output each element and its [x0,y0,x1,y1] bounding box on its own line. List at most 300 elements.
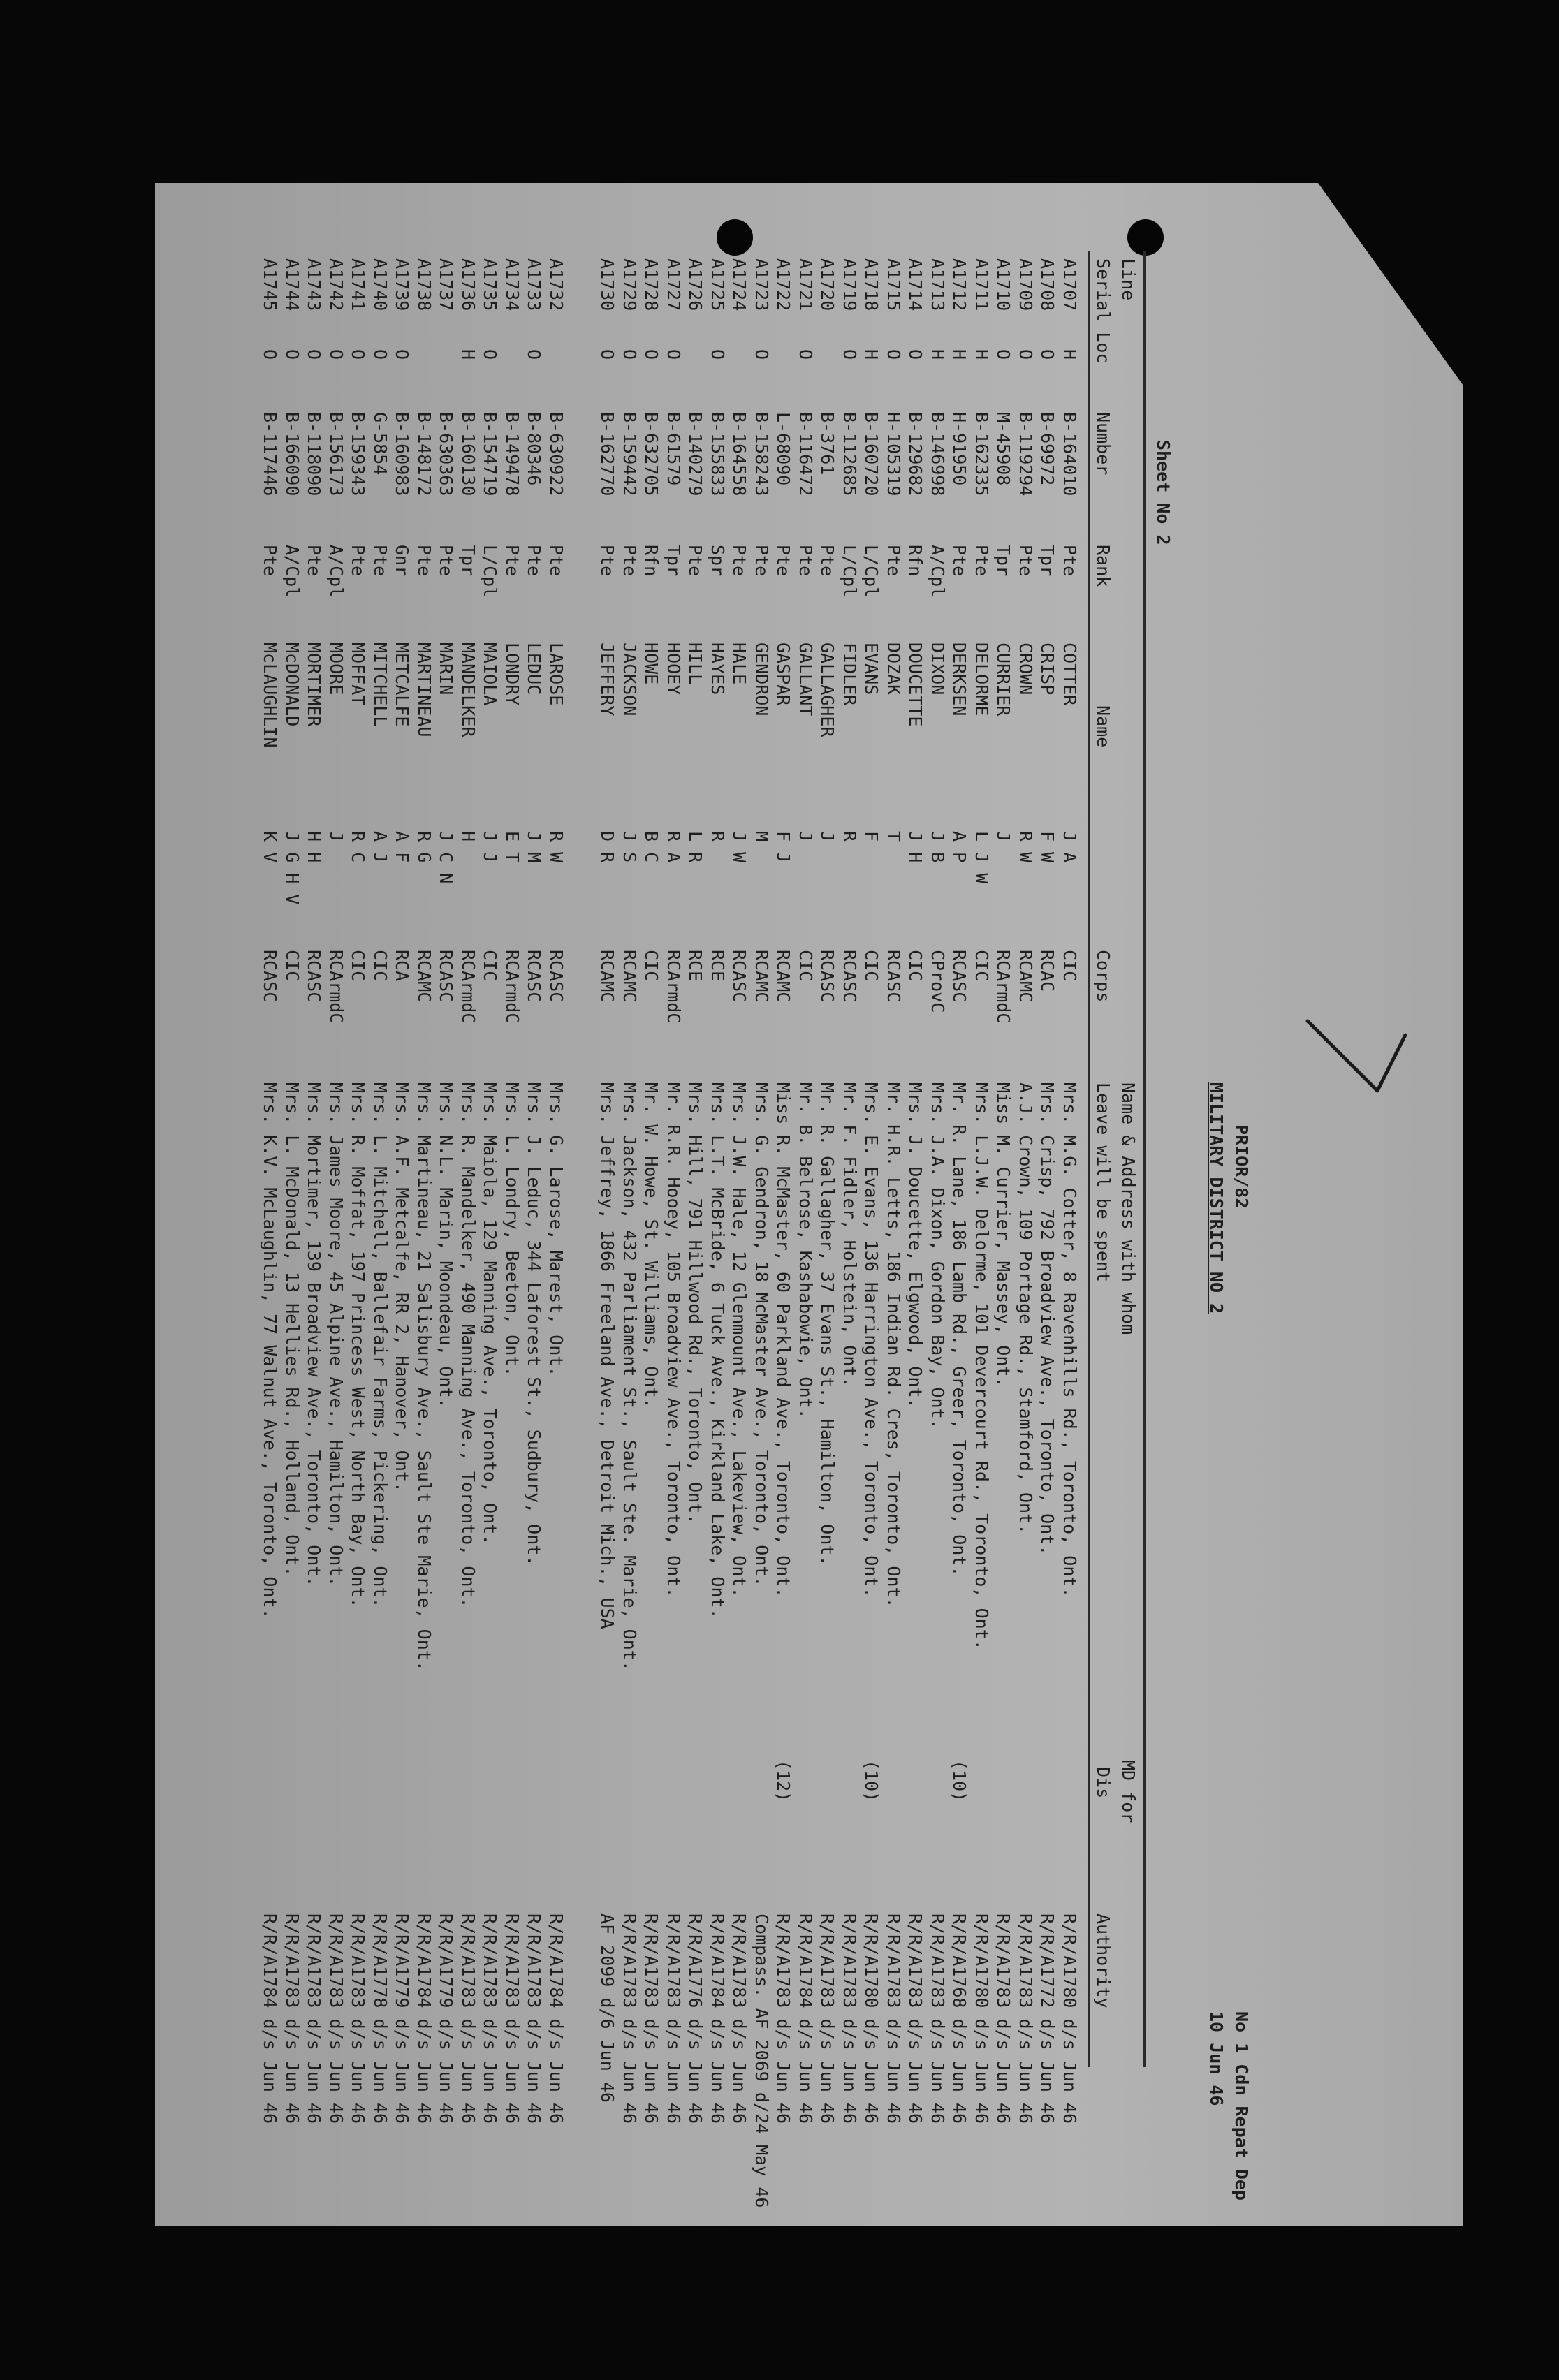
name-cell: HILL [685,642,706,685]
initials-cell: R C [348,831,369,863]
authority-cell: R/R/A1783 d/s Jun 46 [282,1913,302,2124]
serial-cell: A1742 [326,258,346,311]
number-cell: B-164558 [729,412,750,497]
name-cell: CURRIER [993,642,1014,717]
address-cell: Mrs. Jackson, 432 Parliament St., Sault Ste. Marie, Ont. [620,1082,640,1671]
authority-cell: Compass. AF 2069 d/24 May 46 [752,1913,772,2208]
authority-cell: R/R/A1783 d/s Jun 46 [817,1913,838,2124]
authority-cell: R/R/A1783 d/s Jun 46 [664,1913,684,2124]
loc-cell: O [282,349,302,360]
name-cell: MARIN [436,642,457,696]
corps-cell: RCAMC [1016,950,1036,1003]
address-cell: Mrs. Crisp, 792 Broadview Ave., Toronto, Ont. [1037,1082,1058,1556]
address-cell: Mrs. J. Leduc, 344 Laforest St., Sudbury, Ont. [524,1082,545,1566]
table-row [949,251,970,2124]
md-cell: (12) [773,1760,794,1802]
table-row [685,251,706,2124]
initials-cell: J G H V [282,831,302,905]
number-cell: G-5854 [370,412,390,476]
number-cell: B-146998 [928,412,948,497]
name-cell: FIDLER [840,642,860,706]
initials-cell: R W [546,831,566,863]
rank-cell: Pte [620,545,640,577]
corps-cell: RCASC [949,950,970,1003]
serial-cell: A1733 [524,258,545,311]
rank-cell: Pte [260,545,281,577]
corps-cell: RCASC [729,950,750,1003]
number-cell: B-149478 [502,412,522,497]
rank-cell: Pte [685,545,706,577]
table-row [972,251,992,2124]
authority-cell: R/R/A1784 d/s Jun 46 [708,1913,728,2124]
corps-cell: CIC [348,950,369,982]
number-cell: B-630922 [546,412,566,497]
authority-cell: R/R/A1780 d/s Jun 46 [861,1913,882,2124]
loc-cell: O [348,349,369,360]
rank-cell: Pte [729,545,750,577]
rank-cell: Pte [1060,545,1080,577]
number-cell: B-154719 [480,412,501,497]
address-cell: Mrs. Martineau, 21 Salisbury Ave., Sault Ste Marie, Ont. [414,1082,434,1671]
rank-cell: Pte [546,545,566,577]
table-row [773,251,794,2124]
corps-cell: RCASC [304,950,325,1003]
number-cell: B-160130 [458,412,478,497]
table-row [752,251,772,2208]
name-cell: MOFFAT [348,642,369,706]
authority-cell: R/R/A1772 d/s Jun 46 [1037,1913,1058,2124]
serial-cell: A1730 [597,258,618,311]
serial-cell: A1741 [348,258,369,311]
rank-cell: L/Cpl [861,545,882,598]
table-row [524,251,545,2124]
loc-cell: O [796,349,816,360]
serial-cell: A1738 [414,258,434,311]
table-row [458,251,478,2124]
rank-cell: L/Cpl [480,545,501,598]
number-cell: B-164010 [1060,412,1080,497]
authority-cell: R/R/A1780 d/s Jun 46 [1060,1913,1080,2124]
rank-cell: Gnr [392,545,413,577]
initials-cell: J [993,831,1014,842]
initials-cell: F J [773,831,794,863]
serial-cell: A1709 [1016,258,1036,311]
address-cell: Mrs. L.J.W. Delorme, 101 Devercourt Rd., Toronto, Ont. [972,1082,992,1650]
authority-cell: R/R/A1784 d/s Jun 46 [546,1913,566,2124]
loc-cell: O [597,349,618,360]
name-cell: LEDUC [524,642,545,696]
initials-cell: J C N [436,831,457,884]
number-cell: B-140279 [685,412,706,497]
name-cell: HAYES [708,642,728,696]
initials-cell: T [884,831,904,842]
address-cell: Mrs. L. McDonald, 13 Hellies Rd., Holland, Ont. [282,1082,302,1577]
serial-cell: A1711 [972,258,992,311]
rank-cell: Pte [502,545,522,577]
name-cell: McLAUGHLIN [260,642,281,748]
address-cell: Mrs. J. Doucette, Elgwood, Ont. [905,1082,926,1409]
name-cell: DOUCETTE [905,642,926,727]
authority-cell: R/R/A1783 d/s Jun 46 [480,1913,501,2124]
name-cell: MAIOLA [480,642,501,706]
serial-cell: A1718 [861,258,882,311]
address-cell: Mrs. G. Larose, Marest, Ont. [546,1082,566,1377]
table-row [1016,251,1036,2124]
address-cell: Mrs. James Moore, 45 Alpine Ave., Hamilton, Ont. [326,1082,346,1587]
number-cell: H-91950 [949,412,970,486]
number-cell: B-69972 [1037,412,1058,486]
serial-cell: A1734 [502,258,522,311]
rank-cell: Tpr [1037,545,1058,577]
initials-cell: J A [1060,831,1080,863]
number-cell: B-156173 [326,412,346,497]
name-cell: JEFFERY [597,642,618,717]
authority-cell: AF 2099 d/6 Jun 46 [597,1913,618,2103]
table-row [993,251,1014,2124]
table-row [1037,251,1058,2124]
name-cell: HOOEY [664,642,684,696]
serial-cell: A1729 [620,258,640,311]
address-cell: Mrs. A.F. Metcalfe, RR 2, Hanover, Ont. [392,1082,413,1492]
col-header-address-top: Name & Address with whom [1118,1082,1139,1335]
col-header-serial: Serial Loc [1093,258,1113,364]
md-cell: (10) [949,1760,970,1802]
loc-cell: O [664,349,684,360]
number-cell: H-105319 [884,412,904,497]
corps-cell: RCArmdC [458,950,478,1024]
name-cell: HOWE [641,642,662,685]
address-cell: Mrs. K.V. McLaughlin, 77 Walnut Ave., Toronto, Ont. [260,1082,281,1619]
address-cell: Mrs. R. Mandelker, 490 Manning Ave., Toronto, Ont. [458,1082,478,1608]
rank-cell: Pte [949,545,970,577]
address-cell: Mrs. Mortimer, 139 Broadview Ave., Toronto, Ont. [304,1082,325,1587]
name-cell: GENDRON [752,642,772,717]
serial-cell: A1722 [773,258,794,311]
serial-cell: A1713 [928,258,948,311]
authority-cell: R/R/A1779 d/s Jun 46 [392,1913,413,2124]
table-row [546,251,566,2124]
number-cell: M-45908 [993,412,1014,486]
table-row [480,251,501,2124]
loc-cell: O [1016,349,1036,360]
name-cell: JACKSON [620,642,640,717]
rank-cell: Pte [752,545,772,577]
rank-cell: Pte [796,545,816,577]
address-cell: Mrs. N.L. Marin, Moondeau, Ont. [436,1082,457,1409]
number-cell: B-3761 [817,412,838,476]
name-cell: DOZAK [884,642,904,696]
corps-cell: CIC [796,950,816,982]
loc-cell: H [928,349,948,360]
loc-cell: O [260,349,281,360]
rank-cell: Pte [304,545,325,577]
district-title: MILITARY DISTRICT NO 2 [1206,1082,1227,1314]
loc-cell: O [993,349,1014,360]
address-cell: Mrs. Hill, 791 Hillwood Rd., Toronto, Ont. [685,1082,706,1525]
table-row [370,251,390,2124]
authority-cell: R/R/A1783 d/s Jun 46 [304,1913,325,2124]
col-header-line: Line [1118,258,1139,301]
address-cell: Mr. F. Fidler, Holstein, Ont. [840,1082,860,1388]
corps-cell: RCASC [260,950,281,1003]
serial-cell: A1724 [729,258,750,311]
rank-cell: Rfn [641,545,662,577]
address-cell: Mrs. L. Mitchell, Ballefair Farms, Pickering, Ont. [370,1082,390,1608]
number-cell: B-162335 [972,412,992,497]
corps-cell: RCASC [546,950,566,1003]
address-cell: Mr. R. Lane, 186 Lamb Rd., Greer, Toronto, Ont. [949,1082,970,1577]
number-cell: B-632705 [641,412,662,497]
initials-cell: J H [905,831,926,863]
rotated-ledger [91,251,1252,2208]
col-header-number: Number [1093,412,1113,476]
rank-cell: Pte [1016,545,1036,577]
initials-cell: A P [949,831,970,863]
serial-cell: A1726 [685,258,706,311]
md-cell: (10) [861,1760,882,1802]
initials-cell: H [458,831,478,842]
authority-cell: R/R/A1783 d/s Jun 46 [884,1913,904,2124]
loc-cell: O [370,349,390,360]
name-cell: GASPAR [773,642,794,706]
rank-cell: A/Cpl [326,545,346,598]
col-header-address: Leave will be spent [1093,1082,1113,1282]
table-row [708,251,728,2124]
corps-cell: RCAMC [620,950,640,1003]
loc-cell: O [620,349,640,360]
col-header-corps: Corps [1093,950,1113,1003]
number-cell: L-68090 [773,412,794,486]
serial-cell: A1735 [480,258,501,311]
authority-cell: R/R/A1783 d/s Jun 46 [840,1913,860,2124]
address-cell: Mr. W. Howe, St. Williams, Ont. [641,1082,662,1409]
punch-hole [717,219,753,256]
table-row [861,251,882,2124]
rank-cell: Pte [597,545,618,577]
address-cell: Mr. R. Gallagher, 37 Evans St., Hamilton, Ont. [817,1082,838,1566]
table-row [729,251,750,2124]
loc-cell: H [458,349,478,360]
table-row [796,251,816,2124]
corps-cell: RCASC [524,950,545,1003]
name-cell: LONDRY [502,642,522,706]
corps-cell: CIC [480,950,501,982]
loc-cell: O [326,349,346,360]
initials-cell: M [752,831,772,842]
authority-cell: R/R/A1783 d/s Jun 46 [993,1913,1014,2124]
table-row [905,251,926,2124]
address-cell: Miss M. Currier, Massey, Ont. [993,1082,1014,1388]
serial-cell: A1727 [664,258,684,311]
address-cell: Mrs. J.W. Hale, 12 Glenmount Ave., Lakeview, Ont. [729,1082,750,1598]
header-rule-bottom [1088,251,1090,2067]
unit-name: No 1 Cdn Repat Dep [1231,2011,1252,2201]
name-cell: MORTIMER [304,642,325,727]
corps-cell: RCA [392,950,413,982]
table-row [414,251,434,2124]
rank-cell: Pte [414,545,434,577]
initials-cell: A F [392,831,413,863]
corps-cell: RCAMC [414,950,434,1003]
rank-cell: Tpr [993,545,1014,577]
table-row [326,251,346,2124]
rank-cell: Pte [370,545,390,577]
initials-cell: J W [729,831,750,863]
col-header-md: Dis [1093,1767,1113,1799]
name-cell: GALLAGHER [817,642,838,737]
initials-cell: J [796,831,816,842]
col-header-authority: Authority [1093,1913,1113,2008]
number-cell: B-80346 [524,412,545,486]
corps-cell: RCAC [1037,950,1058,992]
authority-cell: R/R/A1784 d/s Jun 46 [796,1913,816,2124]
serial-cell: A1712 [949,258,970,311]
corps-cell: RCE [708,950,728,982]
table-row [597,251,618,2103]
corps-cell: CIC [282,950,302,982]
serial-cell: A1720 [817,258,838,311]
loc-cell: H [861,349,882,360]
number-cell: B-630363 [436,412,457,497]
rank-cell: Tpr [458,545,478,577]
loc-cell: H [972,349,992,360]
name-cell: MARTINEAU [414,642,434,737]
corps-cell: CIC [641,950,662,982]
authority-cell: R/R/A1784 d/s Jun 46 [260,1913,281,2124]
loc-cell: O [708,349,728,360]
table-row [664,251,684,2124]
table-row [282,251,302,2124]
address-cell: Mrs. E. Evans, 136 Harrington Ave., Toronto, Ont. [861,1082,882,1598]
initials-cell: J M [524,831,545,863]
ref-code: PRIOR/82 [1231,1124,1252,1209]
number-cell: B-119294 [1016,412,1036,497]
address-cell: Mrs. Maiola, 129 Manning Ave., Toronto, Ont. [480,1082,501,1545]
rank-cell: A/Cpl [282,545,302,598]
authority-cell: R/R/A1780 d/s Jun 46 [972,1913,992,2124]
name-cell: MITCHELL [370,642,390,727]
table-row [884,251,904,2124]
initials-cell: D R [597,831,618,863]
loc-cell: O [840,349,860,360]
loc-cell: O [905,349,926,360]
rank-cell: A/Cpl [928,545,948,598]
address-cell: Miss R. McMaster, 60 Parkland Ave., Toronto, Ont. [773,1082,794,1598]
initials-cell: J [817,831,838,842]
corps-cell: RCAMC [773,950,794,1003]
col-header-rank: Rank [1093,545,1113,587]
table-row [502,251,522,2124]
corps-cell: RCASC [840,950,860,1003]
serial-cell: A1710 [993,258,1014,311]
serial-cell: A1708 [1037,258,1058,311]
loc-cell: H [949,349,970,360]
number-cell: B-160720 [861,412,882,497]
rank-cell: L/Cpl [840,545,860,598]
initials-cell: J J [480,831,501,863]
address-cell: Mrs. L. Londry, Beeton, Ont. [502,1082,522,1377]
address-cell: Mr. R.R. Hooey, 105 Broadview Ave., Toronto, Ont. [664,1082,684,1598]
number-cell: B-158243 [752,412,772,497]
authority-cell: R/R/A1783 d/s Jun 46 [326,1913,346,2124]
initials-cell: J [326,831,346,842]
loc-cell: O [752,349,772,360]
corps-cell: RCAMC [597,950,618,1003]
serial-cell: A1723 [752,258,772,311]
number-cell: B-112685 [840,412,860,497]
table-row [817,251,838,2124]
serial-cell: A1732 [546,258,566,311]
address-cell: A.J. Crown, 109 Portage Rd., Stamford, Ont. [1016,1082,1036,1535]
initials-cell: R G [414,831,434,863]
loc-cell: O [524,349,545,360]
initials-cell: F [861,831,882,842]
name-cell: METCALFE [392,642,413,727]
rank-cell: Pte [348,545,369,577]
initials-cell: L J W [972,831,992,884]
number-cell: B-129682 [905,412,926,497]
serial-cell: A1739 [392,258,413,311]
loc-cell: O [392,349,413,360]
table-row [641,251,662,2124]
corps-cell: RCArmdC [664,950,684,1024]
name-cell: DELORME [972,642,992,717]
name-cell: DERKSEN [949,642,970,717]
number-cell: B-148172 [414,412,434,497]
address-cell: Mrs. J.A. Dixon, Gordon Bay, Ont. [928,1082,948,1430]
serial-cell: A1744 [282,258,302,311]
serial-cell: A1743 [304,258,325,311]
corps-cell: RCASC [436,950,457,1003]
initials-cell: R [840,831,860,842]
address-cell: Mrs. M.G. Cotter, 8 Ravenhills Rd., Toronto, Ont. [1060,1082,1080,1598]
check-mark-icon [1301,1007,1440,1133]
table-row [928,251,948,2124]
authority-cell: R/R/A1783 d/s Jun 46 [905,1913,926,2124]
punch-hole [1127,219,1164,256]
authority-cell: R/R/A1783 d/s Jun 46 [348,1913,369,2124]
rank-cell: Pte [972,545,992,577]
initials-cell: R [708,831,728,842]
corps-cell: CIC [905,950,926,982]
corps-cell: CProvC [928,950,948,1013]
serial-cell: A1714 [905,258,926,311]
authority-cell: R/R/A1783 d/s Jun 46 [729,1913,750,2124]
corps-cell: RCArmdC [326,950,346,1024]
table-row [436,251,457,2124]
initials-cell: E T [502,831,522,863]
loc-cell: H [1060,349,1080,360]
serial-cell: A1745 [260,258,281,311]
corps-cell: RCArmdC [502,950,522,1024]
initials-cell: J B [928,831,948,863]
name-cell: DIXON [928,642,948,696]
authority-cell: R/R/A1783 d/s Jun 46 [1016,1913,1036,2124]
corps-cell: RCASC [817,950,838,1003]
corps-cell: CIC [370,950,390,982]
authority-cell: R/R/A1783 d/s Jun 46 [524,1913,545,2124]
address-cell: Mr. H.R. Letts, 186 Indian Rd. Cres, Toronto, Ont. [884,1082,904,1608]
corps-cell: RCArmdC [993,950,1014,1024]
name-cell: MANDELKER [458,642,478,737]
corps-cell: CIC [1060,950,1080,982]
authority-cell: R/R/A1768 d/s Jun 46 [949,1913,970,2124]
sheet-date: 10 Jun 46 [1206,2011,1227,2106]
authority-cell: R/R/A1783 d/s Jun 46 [928,1913,948,2124]
number-cell: B-159442 [620,412,640,497]
serial-cell: A1719 [840,258,860,311]
initials-cell: B C [641,831,662,863]
